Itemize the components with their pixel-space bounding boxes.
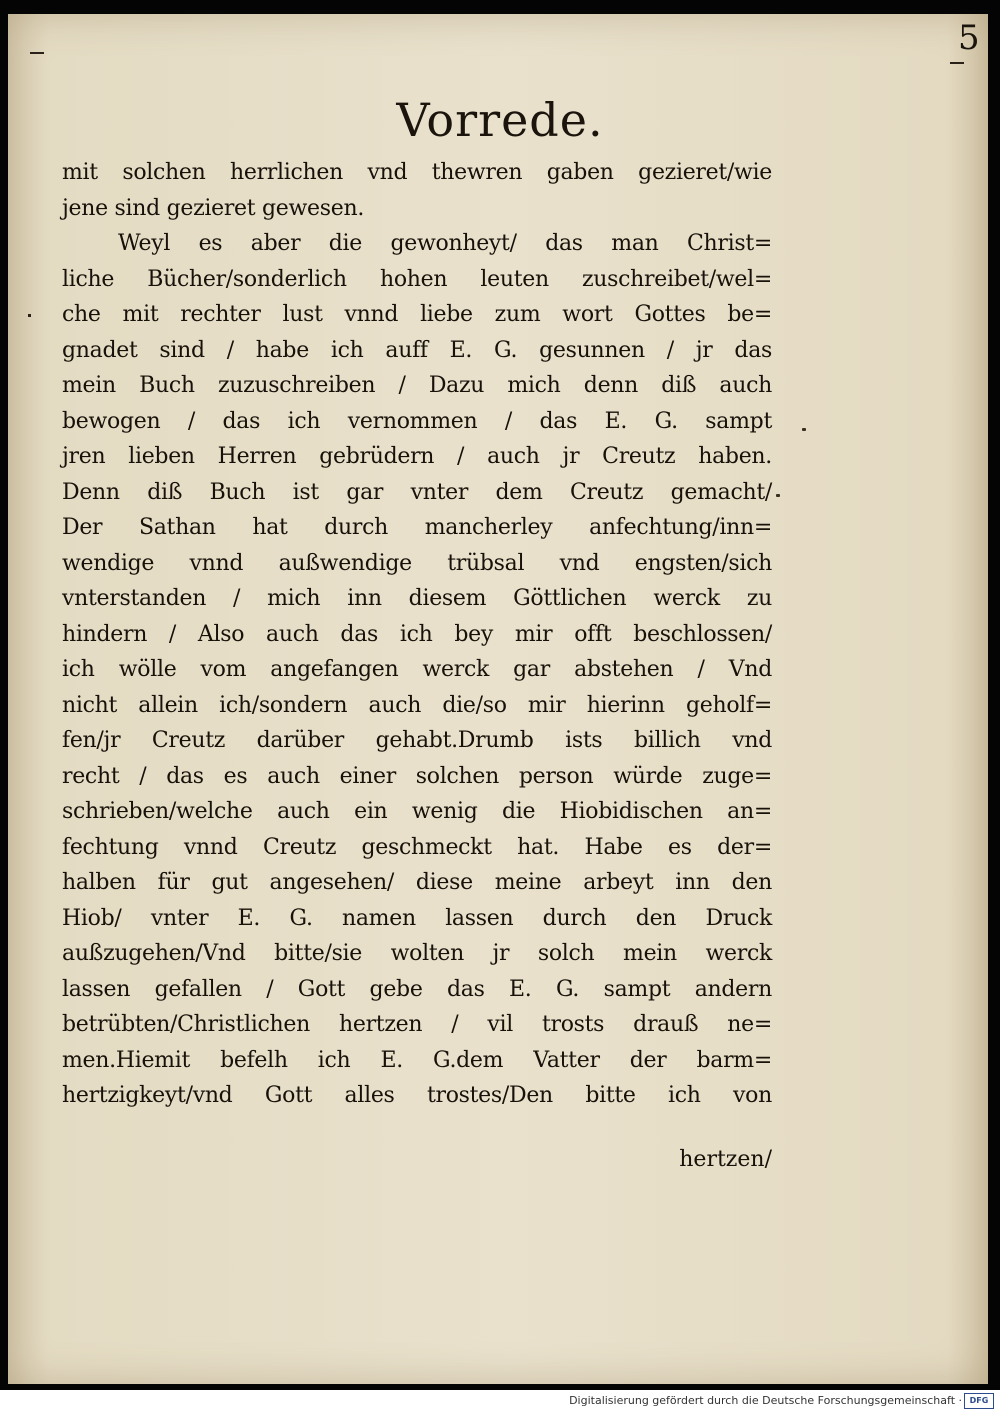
text-line: men.Hiemit befelh ich E. G.dem Vatter der barm= xyxy=(62,1047,772,1073)
text-line: wendige vnnd außwendige trübsal vnd engsten/sich xyxy=(62,550,772,576)
text-line: außzugehen/Vnd bitte/sie wolten jr solch mein werck xyxy=(62,941,772,966)
text-line: bewogen / das ich vernommen / das E. G. sampt xyxy=(62,408,772,434)
text-line: mit solchen herrlichen vnd thewren gaben gezieret/wie xyxy=(62,160,772,185)
text-line: fechtung vnnd Creutz geschmeckt hat. Habe es der= xyxy=(62,834,772,860)
text-line: gnadet sind / habe ich auff E. G. gesunnen / jr das xyxy=(62,337,772,363)
catchword: hertzen/ xyxy=(679,1147,772,1172)
text-line: hindern / Also auch das ich bey mir offt beschlossen/ xyxy=(62,621,772,647)
body-text xyxy=(62,155,772,1114)
text-line: ich wölle vom angefangen werck gar abstehen / Vnd xyxy=(62,657,772,682)
text-line: halben für gut angesehen/ diese meine arbeyt inn den xyxy=(62,870,772,895)
text-line: mein Buch zuzuschreiben / Dazu mich denn diß auch xyxy=(62,373,772,398)
dfg-logo: DFG xyxy=(964,1393,994,1409)
text-line: jren lieben Herren gebrüdern / auch jr Creutz haben. xyxy=(62,444,772,469)
text-line: Der Sathan hat durch mancherley anfechtung/inn= xyxy=(62,515,772,540)
text-line: fen/jr Creutz darüber gehabt.Drumb ists billich vnd xyxy=(62,728,772,753)
footer-bar xyxy=(0,1390,1000,1411)
text-line: che mit rechter lust vnnd liebe zum wort Gottes be= xyxy=(62,302,772,327)
text-line: Hiob/ vnter E. G. namen lassen durch den Druck xyxy=(62,905,772,931)
ink-speck xyxy=(776,494,780,497)
text-line: vnterstanden / mich inn diesem Göttlichen werck zu xyxy=(62,586,772,611)
ink-speck xyxy=(802,428,806,431)
page-edge-mark xyxy=(950,62,964,64)
text-line: liche Bücher/sonderlich hohen leuten zuschreibet/wel= xyxy=(62,266,772,292)
text-line: hertzigkeyt/vnd Gott alles trostes/Den bitte ich von xyxy=(62,1083,772,1108)
text-line: Weyl es aber die gewonheyt/ das man Christ= xyxy=(118,231,772,256)
page-heading: Vorrede. xyxy=(396,93,604,147)
text-line: nicht allein ich/sondern auch die/so mir hierinn geholf= xyxy=(62,692,772,718)
text-line: jene sind gezieret gewesen. xyxy=(62,195,365,221)
folio-number: 5 xyxy=(958,18,980,58)
text-line: schrieben/welche auch ein wenig die Hiobidischen an= xyxy=(62,799,772,824)
text-line: Denn diß Buch ist gar vnter dem Creutz gemacht/ xyxy=(62,479,772,505)
funding-credit: Digitalisierung gefördert durch die Deutsche Forschungsgemeinschaft · xyxy=(569,1394,962,1407)
page-edge-mark xyxy=(28,314,31,317)
text-line: recht / das es auch einer solchen person würde zuge= xyxy=(62,763,772,789)
text-line: betrübten/Christlichen hertzen / vil trosts drauß ne= xyxy=(62,1012,772,1037)
page-edge-mark xyxy=(30,52,44,54)
text-line: lassen gefallen / Gott gebe das E. G. sampt andern xyxy=(62,976,772,1002)
